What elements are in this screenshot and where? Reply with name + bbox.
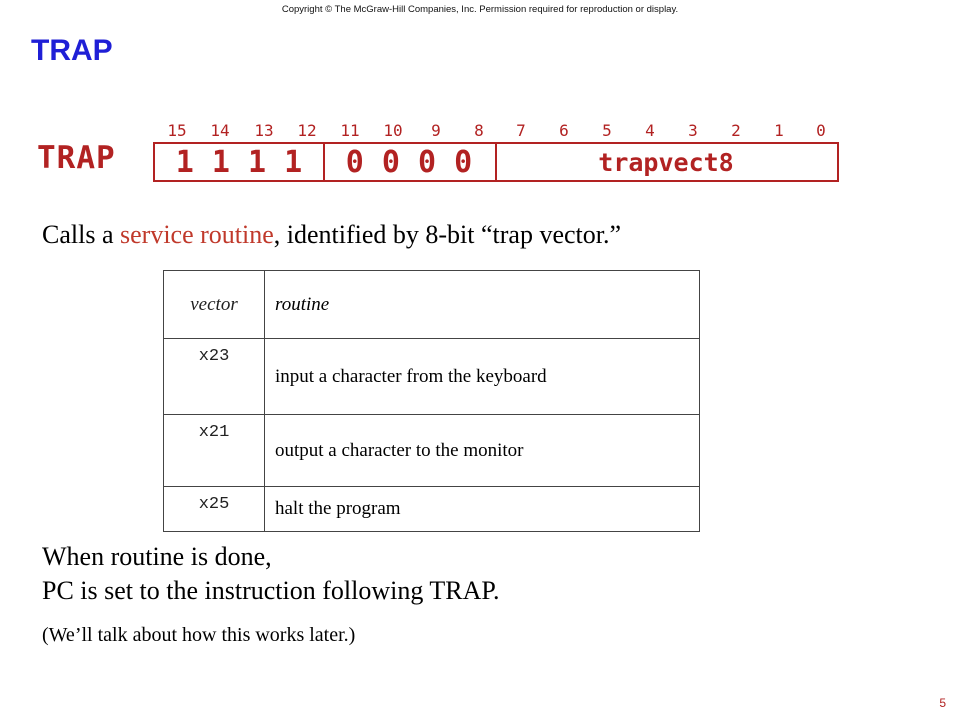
- column-header-routine: routine: [265, 271, 700, 339]
- bit-number: 6: [559, 121, 569, 140]
- copyright-notice: Copyright © The McGraw-Hill Companies, Inc. Permission required for reproduction or display.: [281, 4, 679, 15]
- bit-number: 7: [516, 121, 526, 140]
- bit-number: 15: [167, 121, 187, 140]
- bit-number: 3: [688, 121, 698, 140]
- bit-number: 8: [474, 121, 484, 140]
- done-paragraph: [42, 540, 499, 608]
- bit-number: 11: [340, 121, 360, 140]
- trap-vector-table: [163, 270, 700, 532]
- vector-cell: x23: [164, 339, 265, 415]
- description-text: , identified by 8-bit “trap vector.”: [273, 220, 622, 249]
- instruction-mnemonic: TRAP: [37, 140, 116, 176]
- bit-number: 4: [645, 121, 655, 140]
- routine-cell: halt the program: [265, 487, 700, 532]
- routine-cell: input a character from the keyboard: [265, 339, 700, 415]
- reserved-field: 0 0 0 0: [345, 145, 473, 180]
- bit-number: 0: [816, 121, 826, 140]
- trapvect8-field: trapvect8: [598, 148, 734, 177]
- bit-number: 12: [297, 121, 317, 140]
- column-header-vector: vector: [164, 271, 265, 339]
- opcode-field: 1 1 1 1: [175, 145, 303, 180]
- description-highlight: service routine: [120, 220, 274, 249]
- description: [42, 220, 621, 250]
- slide-title: TRAP: [31, 34, 113, 67]
- bit-number: 1: [774, 121, 784, 140]
- table-row: [164, 487, 700, 532]
- page-number: 5: [939, 696, 946, 710]
- bit-number: 5: [602, 121, 612, 140]
- table-row: [164, 415, 700, 487]
- table-header-row: [164, 271, 700, 339]
- vector-cell: x21: [164, 415, 265, 487]
- routine-cell: output a character to the monitor: [265, 415, 700, 487]
- bit-number: 2: [731, 121, 741, 140]
- bit-number: 14: [210, 121, 230, 140]
- done-line: When routine is done,: [42, 542, 272, 571]
- bit-number: 9: [431, 121, 441, 140]
- note-text: (We’ll talk about how this works later.): [42, 624, 356, 646]
- bit-number: 10: [383, 121, 403, 140]
- instruction-format-box: [153, 142, 839, 182]
- description-text: Calls a: [42, 220, 120, 249]
- done-line: PC is set to the instruction following TRAP.: [42, 576, 500, 605]
- vector-cell: x25: [164, 487, 265, 532]
- table-row: [164, 339, 700, 415]
- bit-number: 13: [254, 121, 274, 140]
